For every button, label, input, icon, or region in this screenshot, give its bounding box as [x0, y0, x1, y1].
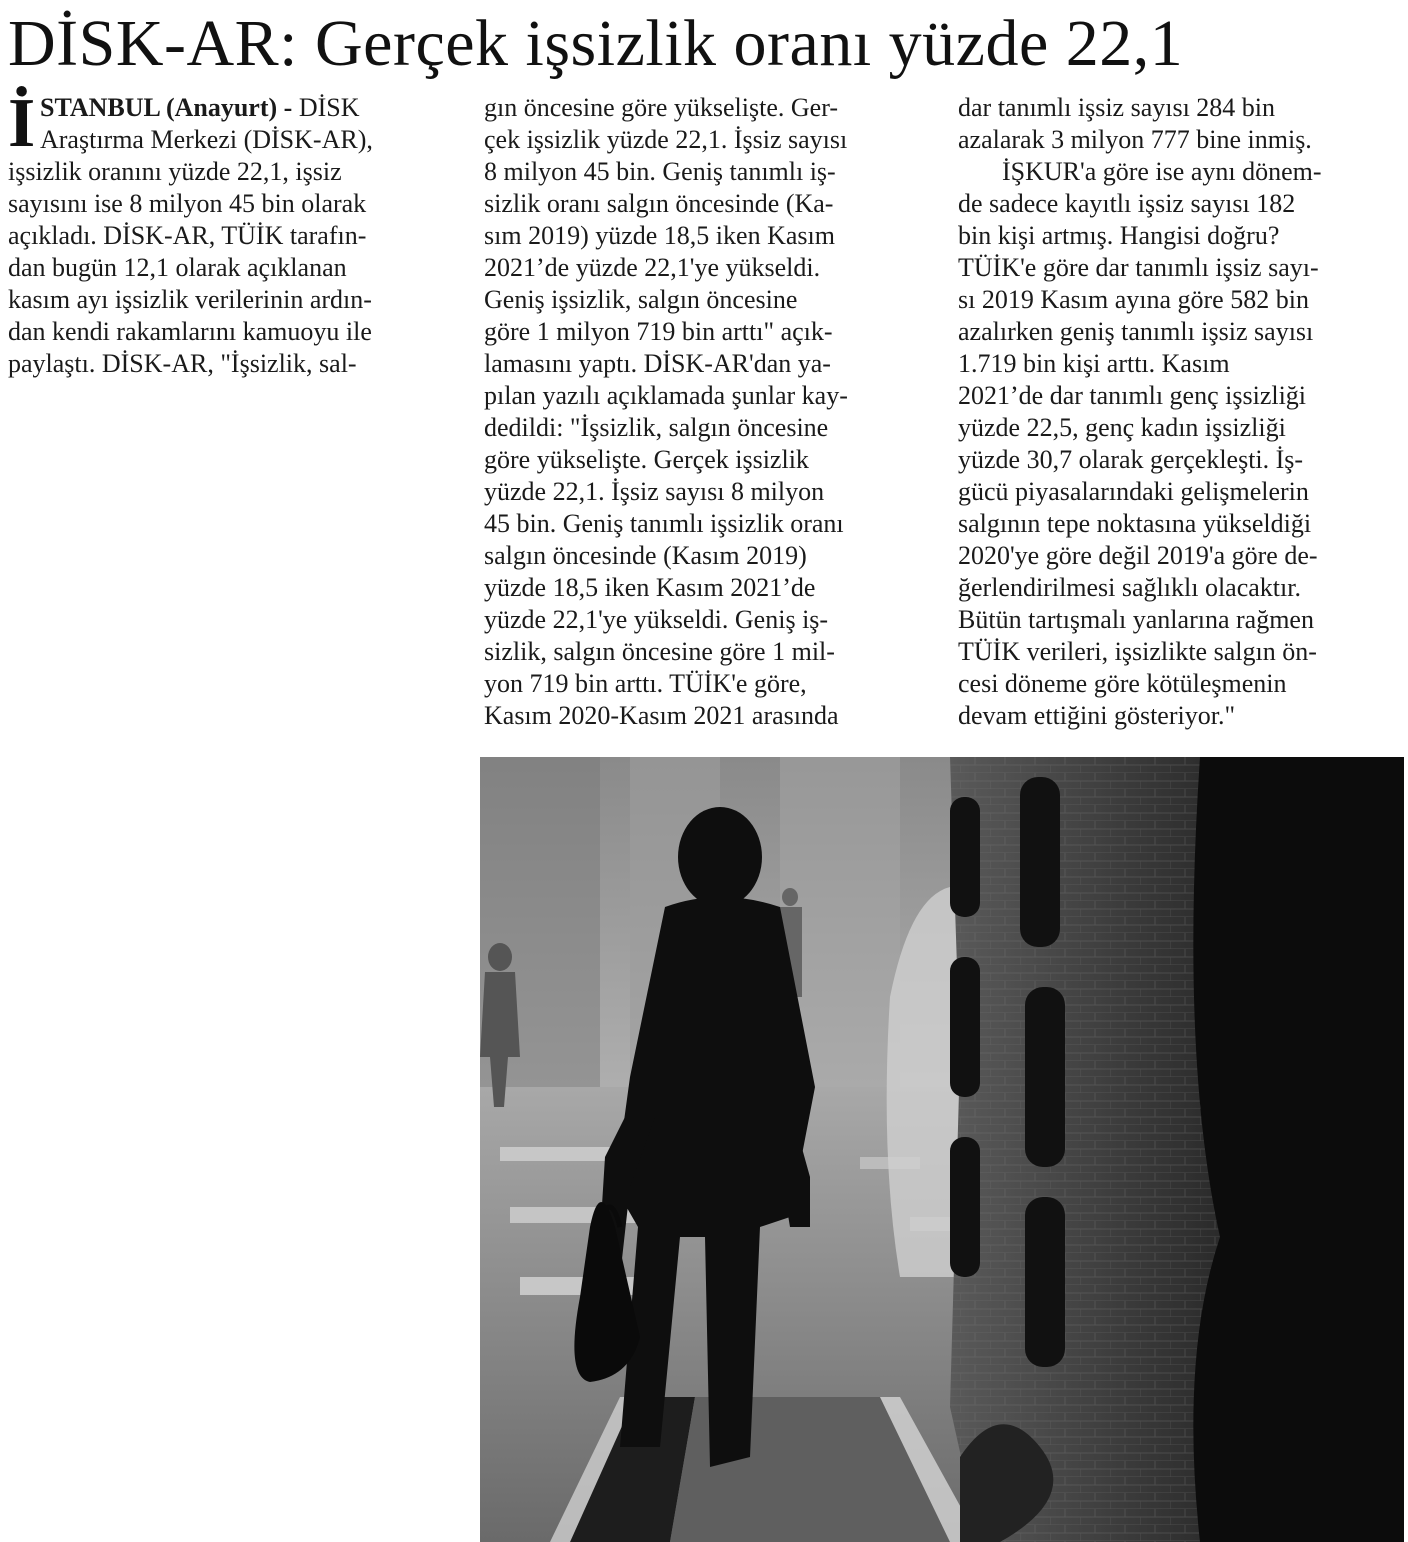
text-line: dan kendi rakamlarını kamuoyu ile [8, 317, 372, 346]
paragraph-start-line: İŞKUR'a göre ise aynı dönem- [1002, 157, 1322, 186]
lead-paragraph [8, 85, 458, 162]
article-column-2 [484, 92, 924, 732]
text-line: cesi döneme göre kötüleşmenin [958, 669, 1287, 698]
silhouette-street-photo [480, 757, 1404, 1542]
text-line: dedildi: "İşsizlik, salgın öncesine [484, 413, 829, 442]
text-line: açıkladı. DİSK-AR, TÜİK tarafın- [8, 221, 367, 250]
text-line: ğerlendirilmesi sağlıklı olacaktır. [958, 573, 1301, 602]
text-line: gın öncesine göre yükselişte. Ger- [484, 93, 838, 122]
text-line: yon 719 bin arttı. TÜİK'e göre, [484, 669, 807, 698]
text-line: sım 2019) yüzde 18,5 iken Kasım [484, 221, 835, 250]
news-photo [480, 757, 1404, 1542]
text-line: dan bugün 12,1 olarak açıklanan [8, 253, 347, 282]
text-line: göre 1 milyon 719 bin arttı" açık- [484, 317, 833, 346]
text-line: paylaştı. DİSK-AR, "İşsizlik, sal- [8, 349, 357, 378]
article-column-1 [8, 85, 458, 380]
text-line: gücü piyasalarındaki gelişmelerin [958, 477, 1309, 506]
text-line: sizlik, salgın öncesine göre 1 mil- [484, 637, 835, 666]
text-line: pılan yazılı açıklamada şunlar kay- [484, 381, 848, 410]
text-line: TÜİK verileri, işsizlikte salgın ön- [958, 637, 1317, 666]
text-line: TÜİK'e göre dar tanımlı işsiz sayı- [958, 253, 1319, 282]
text-line: 8 milyon 45 bin. Geniş tanımlı iş- [484, 157, 836, 186]
text-line: Araştırma Merkezi (DİSK-AR), [40, 125, 373, 154]
text-line: yüzde 30,7 olarak gerçekleşti. İş- [958, 445, 1304, 474]
text-line: 45 bin. Geniş tanımlı işsizlik oranı [484, 509, 844, 538]
article-column-3 [958, 92, 1398, 732]
text-line: 2021’de yüzde 22,1'ye yükseldi. [484, 253, 821, 282]
text-line: Bütün tartışmalı yanlarına rağmen [958, 605, 1314, 634]
text-line: salgın öncesinde (Kasım 2019) [484, 541, 807, 570]
text-line: yüzde 18,5 iken Kasım 2021’de [484, 573, 816, 602]
text-line: salgının tepe noktasına yükseldiği [958, 509, 1312, 538]
text-line: sı 2019 Kasım ayına göre 582 bin [958, 285, 1309, 314]
text-line: azalırken geniş tanımlı işsiz sayısı [958, 317, 1314, 346]
text-line: Kasım 2020-Kasım 2021 arasında [484, 701, 839, 730]
dateline: STANBUL (Anayurt) - [40, 93, 293, 122]
text-line: sizlik oranı salgın öncesinde (Ka- [484, 189, 834, 218]
text-line: bin kişi artmış. Hangisi doğru? [958, 221, 1280, 250]
text-line: devam ettiğini gösteriyor." [958, 701, 1236, 730]
text-line: işsizlik oranını yüzde 22,1, işsiz [8, 157, 342, 186]
text-line: 2020'ye göre değil 2019'a göre de- [958, 541, 1318, 570]
text-line: yüzde 22,1. İşsiz sayısı 8 milyon [484, 477, 825, 506]
text-line: dar tanımlı işsiz sayısı 284 bin [958, 93, 1276, 122]
text-line: yüzde 22,1'ye yükseldi. Geniş iş- [484, 605, 829, 634]
text-line: DİSK [292, 93, 360, 122]
text-line: çek işsizlik yüzde 22,1. İşsiz sayısı [484, 125, 848, 154]
text-line: 2021’de dar tanımlı genç işsizliği [958, 381, 1307, 410]
headline: DİSK-AR: Gerçek işsizlik oranı yüzde 22,1 [8, 7, 1184, 80]
text-line: sayısını ise 8 milyon 45 bin olarak [8, 189, 367, 218]
text-line: yüzde 22,5, genç kadın işsizliği [958, 413, 1286, 442]
text-line: Geniş işsizlik, salgın öncesine [484, 285, 798, 314]
text-line: lamasını yaptı. DİSK-AR'dan ya- [484, 349, 831, 378]
text-line: göre yükselişte. Gerçek işsizlik [484, 445, 809, 474]
text-line: azalarak 3 milyon 777 bine inmiş. [958, 125, 1312, 154]
text-line: de sadece kayıtlı işsiz sayısı 182 [958, 189, 1296, 218]
text-line: kasım ayı işsizlik verilerinin ardın- [8, 285, 372, 314]
text-line: 1.719 bin kişi arttı. Kasım [958, 349, 1230, 378]
drop-cap: İ [8, 85, 36, 162]
